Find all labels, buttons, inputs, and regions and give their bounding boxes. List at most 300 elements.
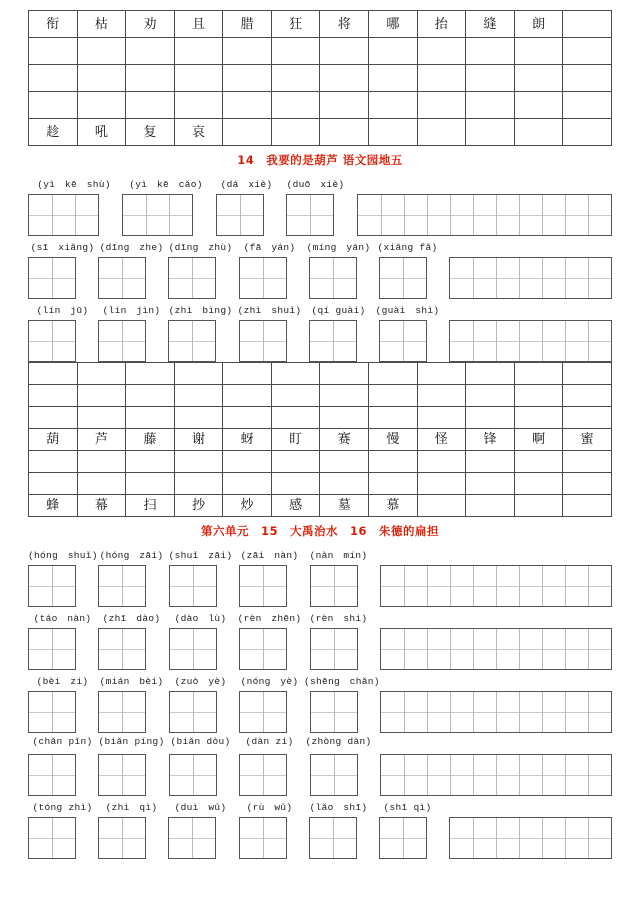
writing-cell[interactable] [565,755,588,795]
writing-cell[interactable] [146,195,169,235]
writing-cell[interactable] [170,566,193,606]
writing-cell[interactable] [263,566,286,606]
blank-cell[interactable] [126,385,175,407]
writing-cell-group[interactable] [310,628,358,670]
character-cell[interactable]: 扫 [126,495,175,517]
blank-cell[interactable] [466,119,515,146]
writing-cell[interactable] [99,818,122,858]
writing-cell[interactable] [99,321,122,361]
writing-cell-group[interactable] [98,691,146,733]
writing-cell[interactable] [565,692,588,732]
writing-cell[interactable] [542,692,565,732]
blank-cell[interactable] [29,65,78,92]
blank-cell[interactable] [320,473,369,495]
writing-cell-group[interactable] [239,691,287,733]
blank-cell[interactable] [466,363,515,385]
blank-cell[interactable] [223,38,272,65]
writing-cell[interactable] [404,692,427,732]
writing-cell[interactable] [473,629,496,669]
blank-cell[interactable] [369,38,418,65]
writing-cell[interactable] [122,692,145,732]
blank-cell[interactable] [223,92,272,119]
writing-cell-group[interactable] [98,754,146,796]
writing-cell[interactable] [450,258,473,298]
writing-cell[interactable] [588,258,611,298]
writing-cell[interactable] [519,195,542,235]
blank-cell[interactable] [77,363,126,385]
writing-cell[interactable] [169,818,192,858]
blank-cell[interactable] [514,385,563,407]
writing-cell-group[interactable] [286,194,334,236]
writing-cell[interactable] [311,566,334,606]
writing-cell[interactable] [122,629,145,669]
blank-cell[interactable] [174,385,223,407]
writing-cell[interactable] [380,818,403,858]
blank-cell[interactable] [563,473,612,495]
character-cell[interactable]: 谢 [174,429,223,451]
writing-cell[interactable] [473,755,496,795]
writing-grid-row[interactable] [28,194,612,236]
writing-cell[interactable] [287,195,310,235]
blank-cell[interactable] [369,65,418,92]
writing-cell[interactable] [310,818,333,858]
writing-cell[interactable] [450,692,473,732]
blank-cell[interactable] [466,38,515,65]
writing-cell[interactable] [52,692,75,732]
writing-cell[interactable] [192,258,215,298]
blank-cell[interactable] [320,385,369,407]
writing-cell[interactable] [496,818,519,858]
blank-cell[interactable] [77,65,126,92]
blank-cell[interactable] [223,407,272,429]
writing-cell[interactable] [588,818,611,858]
blank-cell[interactable] [320,119,369,146]
writing-cell-group[interactable] [28,194,99,236]
writing-cell[interactable] [496,629,519,669]
writing-cell[interactable] [29,818,52,858]
blank-cell[interactable] [29,407,78,429]
character-cell[interactable]: 炒 [223,495,272,517]
blank-cell[interactable] [369,119,418,146]
writing-cell[interactable] [193,566,216,606]
blank-cell[interactable] [223,451,272,473]
writing-cell-group[interactable] [310,754,358,796]
character-cell[interactable]: 蜂 [29,495,78,517]
writing-cell[interactable] [496,755,519,795]
character-cell[interactable]: 腊 [223,11,272,38]
blank-cell[interactable] [417,65,466,92]
writing-cell[interactable] [99,629,122,669]
writing-cell[interactable] [334,566,357,606]
character-cell[interactable]: 缝 [466,11,515,38]
writing-cell-group[interactable] [380,628,612,670]
blank-cell[interactable] [320,38,369,65]
writing-cell[interactable] [403,258,426,298]
writing-cell[interactable] [334,755,357,795]
writing-cell-group[interactable] [168,320,216,362]
writing-cell[interactable] [565,818,588,858]
writing-cell[interactable] [427,629,450,669]
writing-cell[interactable] [588,692,611,732]
character-cell[interactable]: 幕 [77,495,126,517]
writing-cell[interactable] [99,566,122,606]
blank-cell[interactable] [320,407,369,429]
blank-cell[interactable] [369,407,418,429]
character-cell[interactable]: 且 [174,11,223,38]
writing-cell-group[interactable] [28,754,76,796]
blank-cell[interactable] [271,92,320,119]
writing-cell-group[interactable] [98,320,146,362]
blank-cell[interactable] [271,407,320,429]
writing-cell[interactable] [565,195,588,235]
blank-cell[interactable] [320,363,369,385]
blank-cell[interactable] [320,92,369,119]
blank-cell[interactable] [417,385,466,407]
writing-cell[interactable] [169,195,192,235]
writing-cell[interactable] [427,692,450,732]
blank-cell[interactable] [77,407,126,429]
character-cell[interactable]: 赛 [320,429,369,451]
writing-cell-group[interactable] [309,817,357,859]
blank-cell[interactable] [417,363,466,385]
writing-cell-group[interactable] [357,194,612,236]
writing-cell[interactable] [334,692,357,732]
blank-cell[interactable] [563,363,612,385]
character-cell[interactable]: 蚜 [223,429,272,451]
writing-cell[interactable] [358,195,381,235]
writing-cell[interactable] [565,566,588,606]
writing-cell[interactable] [29,195,52,235]
writing-cell[interactable] [52,818,75,858]
writing-cell[interactable] [542,321,565,361]
blank-cell[interactable] [174,473,223,495]
writing-cell[interactable] [75,195,98,235]
writing-cell[interactable] [29,321,52,361]
blank-cell[interactable] [126,473,175,495]
writing-cell[interactable] [565,629,588,669]
writing-cell[interactable] [519,321,542,361]
writing-cell[interactable] [122,566,145,606]
writing-cell[interactable] [310,258,333,298]
blank-cell[interactable] [466,495,515,517]
writing-cell[interactable] [240,321,263,361]
writing-cell[interactable] [519,566,542,606]
writing-cell-group[interactable] [379,817,427,859]
writing-cell[interactable] [450,566,473,606]
blank-cell[interactable] [369,473,418,495]
writing-cell-group[interactable] [169,565,217,607]
blank-cell[interactable] [29,363,78,385]
writing-cell[interactable] [193,692,216,732]
blank-cell[interactable] [563,495,612,517]
writing-cell[interactable] [52,258,75,298]
writing-cell-group[interactable] [98,565,146,607]
blank-cell[interactable] [514,451,563,473]
blank-cell[interactable] [271,473,320,495]
writing-cell[interactable] [496,566,519,606]
writing-cell[interactable] [240,195,263,235]
writing-cell[interactable] [123,195,146,235]
character-cell[interactable]: 芦 [77,429,126,451]
writing-cell[interactable] [496,692,519,732]
writing-cell[interactable] [380,321,403,361]
blank-cell[interactable] [271,451,320,473]
writing-cell[interactable] [473,566,496,606]
character-cell[interactable]: 慕 [369,495,418,517]
blank-cell[interactable] [417,495,466,517]
blank-cell[interactable] [77,92,126,119]
writing-cell[interactable] [122,258,145,298]
writing-cell[interactable] [52,321,75,361]
writing-cell[interactable] [334,629,357,669]
writing-cell[interactable] [263,755,286,795]
character-cell[interactable]: 哀 [174,119,223,146]
section-two-exercises[interactable] [28,544,612,859]
blank-cell[interactable] [417,119,466,146]
writing-cell-group[interactable] [239,257,287,299]
writing-cell[interactable] [193,629,216,669]
blank-cell[interactable] [417,407,466,429]
blank-cell[interactable] [174,451,223,473]
writing-cell[interactable] [496,321,519,361]
writing-cell[interactable] [263,629,286,669]
writing-cell[interactable] [240,818,263,858]
blank-cell[interactable] [223,119,272,146]
writing-cell[interactable] [450,629,473,669]
writing-cell[interactable] [588,755,611,795]
blank-cell[interactable] [514,473,563,495]
character-cell[interactable]: 藤 [126,429,175,451]
writing-grid-row[interactable] [28,817,612,859]
blank-cell[interactable] [271,385,320,407]
blank-cell[interactable] [369,451,418,473]
writing-cell[interactable] [542,629,565,669]
blank-cell[interactable] [466,473,515,495]
writing-cell[interactable] [588,195,611,235]
writing-cell[interactable] [403,818,426,858]
writing-cell[interactable] [473,321,496,361]
writing-cell[interactable] [29,629,52,669]
blank-cell[interactable] [29,385,78,407]
blank-cell[interactable] [77,451,126,473]
writing-cell[interactable] [99,755,122,795]
writing-cell-group[interactable] [310,691,358,733]
writing-cell[interactable] [381,692,404,732]
writing-cell[interactable] [29,258,52,298]
writing-cell[interactable] [240,566,263,606]
writing-grid-row[interactable] [28,320,612,362]
writing-cell[interactable] [473,818,496,858]
writing-cell[interactable] [519,692,542,732]
writing-cell-group[interactable] [380,754,612,796]
writing-cell[interactable] [52,629,75,669]
writing-cell[interactable] [542,755,565,795]
blank-cell[interactable] [369,363,418,385]
blank-cell[interactable] [174,363,223,385]
character-cell[interactable]: 将 [320,11,369,38]
writing-cell[interactable] [170,755,193,795]
writing-cell[interactable] [404,195,427,235]
writing-grid-row[interactable] [28,257,612,299]
blank-cell[interactable] [514,38,563,65]
writing-cell-group[interactable] [169,754,217,796]
writing-cell[interactable] [333,258,356,298]
writing-cell[interactable] [240,258,263,298]
writing-cell[interactable] [542,818,565,858]
writing-cell[interactable] [99,692,122,732]
writing-cell[interactable] [170,692,193,732]
writing-cell[interactable] [496,258,519,298]
blank-cell[interactable] [563,407,612,429]
writing-cell[interactable] [52,195,75,235]
writing-cell-group[interactable] [380,691,612,733]
writing-cell[interactable] [473,258,496,298]
writing-cell[interactable] [169,321,192,361]
writing-cell-group[interactable] [380,565,612,607]
writing-cell[interactable] [240,755,263,795]
blank-cell[interactable] [514,495,563,517]
blank-cell[interactable] [77,38,126,65]
blank-cell[interactable] [126,65,175,92]
writing-cell[interactable] [169,258,192,298]
writing-cell[interactable] [311,629,334,669]
writing-cell-group[interactable] [98,628,146,670]
blank-cell[interactable] [466,92,515,119]
character-cell[interactable]: 蜜 [563,429,612,451]
blank-cell[interactable] [223,65,272,92]
writing-cell[interactable] [404,629,427,669]
blank-cell[interactable] [29,38,78,65]
blank-cell[interactable] [126,407,175,429]
writing-cell[interactable] [311,755,334,795]
writing-cell-group[interactable] [28,320,76,362]
section-one-exercises[interactable] [28,173,612,362]
character-cell[interactable]: 怪 [417,429,466,451]
writing-cell-group[interactable] [310,565,358,607]
character-cell[interactable]: 朗 [514,11,563,38]
character-cell[interactable]: 吼 [77,119,126,146]
writing-cell[interactable] [99,258,122,298]
blank-cell[interactable] [174,65,223,92]
blank-cell[interactable] [466,451,515,473]
writing-cell[interactable] [427,566,450,606]
writing-cell[interactable] [333,818,356,858]
writing-cell[interactable] [450,818,473,858]
character-cell[interactable]: 啊 [514,429,563,451]
writing-cell[interactable] [450,755,473,795]
writing-cell[interactable] [381,195,404,235]
blank-cell[interactable] [29,473,78,495]
writing-cell[interactable] [450,195,473,235]
writing-cell[interactable] [380,258,403,298]
writing-cell-group[interactable] [449,817,612,859]
writing-cell-group[interactable] [28,628,76,670]
writing-grid-row[interactable] [28,628,612,670]
writing-cell[interactable] [404,755,427,795]
writing-grid-row[interactable] [28,691,612,733]
character-cell[interactable]: 狂 [271,11,320,38]
writing-cell-group[interactable] [28,565,76,607]
blank-cell[interactable] [417,38,466,65]
blank-cell[interactable] [126,38,175,65]
writing-cell-group[interactable] [449,320,612,362]
writing-cell-group[interactable] [449,257,612,299]
character-cell[interactable]: 哪 [369,11,418,38]
writing-cell[interactable] [310,321,333,361]
blank-cell[interactable] [466,407,515,429]
blank-cell[interactable] [174,92,223,119]
blank-cell[interactable] [369,92,418,119]
writing-cell[interactable] [496,195,519,235]
writing-cell[interactable] [588,629,611,669]
writing-cell[interactable] [427,755,450,795]
character-cell[interactable]: 感 [271,495,320,517]
writing-cell[interactable] [310,195,333,235]
writing-cell[interactable] [403,321,426,361]
writing-cell[interactable] [519,818,542,858]
writing-cell-group[interactable] [216,194,264,236]
writing-cell-group[interactable] [98,257,146,299]
blank-cell[interactable] [271,363,320,385]
writing-cell[interactable] [450,321,473,361]
character-cell[interactable]: 抄 [174,495,223,517]
writing-cell-group[interactable] [169,628,217,670]
writing-cell[interactable] [427,195,450,235]
blank-cell[interactable] [563,451,612,473]
writing-cell[interactable] [542,566,565,606]
writing-cell[interactable] [29,566,52,606]
blank-cell[interactable] [223,385,272,407]
blank-cell[interactable] [174,38,223,65]
blank-cell[interactable] [126,363,175,385]
character-cell[interactable]: 锋 [466,429,515,451]
writing-cell-group[interactable] [379,257,427,299]
writing-cell[interactable] [52,566,75,606]
writing-cell-group[interactable] [239,320,287,362]
character-cell[interactable]: 墓 [320,495,369,517]
blank-cell[interactable] [563,119,612,146]
blank-cell[interactable] [563,11,612,38]
writing-cell-group[interactable] [379,320,427,362]
blank-cell[interactable] [320,65,369,92]
writing-cell[interactable] [263,818,286,858]
blank-cell[interactable] [514,363,563,385]
writing-cell[interactable] [381,566,404,606]
writing-cell[interactable] [381,755,404,795]
blank-cell[interactable] [466,65,515,92]
writing-cell[interactable] [519,755,542,795]
writing-cell[interactable] [542,258,565,298]
blank-cell[interactable] [271,119,320,146]
writing-cell[interactable] [122,818,145,858]
writing-cell[interactable] [29,692,52,732]
writing-cell[interactable] [122,755,145,795]
writing-cell[interactable] [381,629,404,669]
writing-cell[interactable] [404,566,427,606]
character-cell[interactable]: 劝 [126,11,175,38]
writing-cell-group[interactable] [239,628,287,670]
writing-cell-group[interactable] [122,194,193,236]
writing-cell[interactable] [193,755,216,795]
character-cell[interactable]: 衔 [29,11,78,38]
writing-cell[interactable] [263,692,286,732]
writing-cell[interactable] [565,321,588,361]
writing-cell-group[interactable] [309,257,357,299]
blank-cell[interactable] [223,473,272,495]
writing-cell[interactable] [588,566,611,606]
blank-cell[interactable] [417,473,466,495]
writing-grid-row[interactable] [28,565,612,607]
